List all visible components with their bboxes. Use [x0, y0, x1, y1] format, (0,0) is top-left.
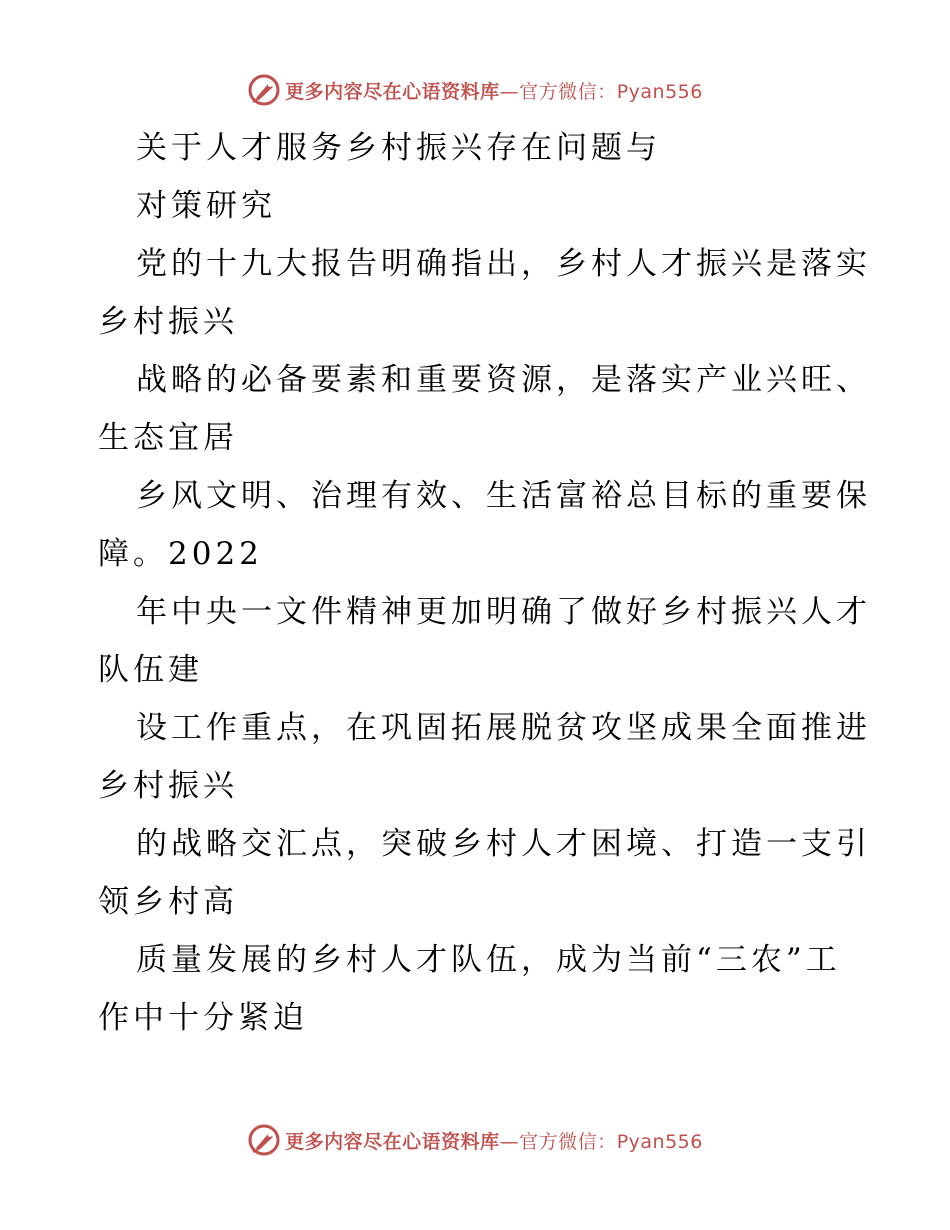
banner-wechat-label: 官方微信： [519, 80, 617, 103]
doc-text-line: 作中十分紧迫 [98, 1000, 308, 1036]
doc-text-line: 年中央一文件精神更加明确了做好乡村振兴人才 [136, 594, 871, 630]
banner-dash: — [499, 80, 520, 103]
doc-title-line-2: 对策研究 [136, 188, 276, 224]
header-banner [0, 70, 950, 110]
pen-nib-logo-icon [247, 1123, 281, 1157]
doc-text-line: 障。2022 [98, 536, 263, 572]
doc-text-line: 的战略交汇点，突破乡村人才困境、打造一支引 [136, 826, 871, 862]
banner-site-name: 更多内容尽在心语资料库 [285, 80, 500, 103]
banner-wechat-label: 官方微信： [519, 1130, 617, 1153]
doc-text-line: 质量发展的乡村人才队伍，成为当前“三农”工 [136, 942, 841, 978]
header-banner-text [285, 77, 703, 104]
doc-text-line: 乡风文明、治理有效、生活富裕总目标的重要保 [136, 478, 871, 514]
doc-text-line: 领乡村高 [98, 884, 238, 920]
banner-wechat-id: Pyan556 [616, 1130, 703, 1153]
banner-dash: — [499, 1130, 520, 1153]
banner-site-name: 更多内容尽在心语资料库 [285, 1130, 500, 1153]
doc-text-line: 乡村振兴 [98, 768, 238, 804]
footer-banner [0, 1120, 950, 1160]
doc-text-line: 战略的必备要素和重要资源，是落实产业兴旺、 [136, 362, 871, 398]
doc-text-line: 队伍建 [98, 652, 203, 688]
doc-text-line: 党的十九大报告明确指出，乡村人才振兴是落实 [136, 246, 871, 282]
doc-text-line: 乡村振兴 [98, 304, 238, 340]
doc-title-line-1: 关于人才服务乡村振兴存在问题与 [136, 130, 661, 166]
pen-nib-logo-icon [247, 73, 281, 107]
doc-text-line: 设工作重点，在巩固拓展脱贫攻坚成果全面推进 [136, 710, 871, 746]
footer-banner-text [285, 1127, 703, 1154]
banner-wechat-id: Pyan556 [616, 80, 703, 103]
doc-text-line: 生态宜居 [98, 420, 238, 456]
